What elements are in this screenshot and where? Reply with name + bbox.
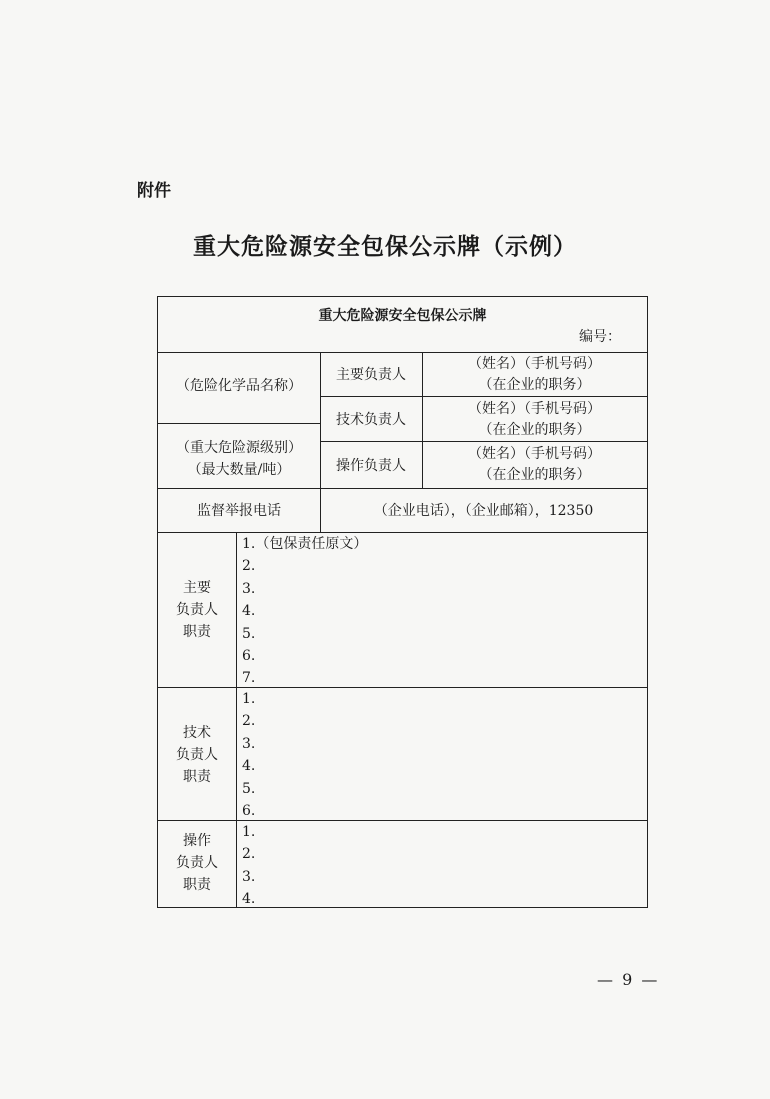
list-item: 5. xyxy=(242,625,256,642)
list-item: 4. xyxy=(242,758,256,775)
list-item: 5. xyxy=(242,780,256,797)
attachment-label: 附件 xyxy=(137,181,171,201)
duty-list-technical xyxy=(242,688,255,822)
person-position: （在企业的职务） xyxy=(478,422,591,438)
duty-role-main: 主要 负责人 职责 xyxy=(176,580,218,640)
list-item: 4. xyxy=(242,891,256,908)
form-title: 重大危险源安全包保公示牌 xyxy=(318,308,487,324)
list-item: 3. xyxy=(242,580,256,597)
left-cell-divider xyxy=(158,423,320,424)
duty-list-main xyxy=(242,533,367,690)
page-number: — 9 — xyxy=(597,970,660,989)
max-quantity: （最大数量/吨） xyxy=(187,462,291,478)
duty-role-operation: 操作 负责人 职责 xyxy=(176,833,218,893)
disclosure-board-form xyxy=(157,296,648,908)
list-item: 4. xyxy=(242,603,256,620)
list-item: 1. xyxy=(242,691,256,707)
hotline-divider xyxy=(158,532,647,533)
duty-list-operation xyxy=(242,821,255,911)
duty-divider-2 xyxy=(158,820,647,821)
duty-role-technical: 技术 负责人 职责 xyxy=(176,725,218,785)
hotline-value: （企业电话），（企业邮箱），12350 xyxy=(373,503,594,519)
person-contact: （姓名）（手机号码） xyxy=(468,446,601,462)
person-contact: （姓名）（手机号码） xyxy=(468,356,601,372)
row-divider-2 xyxy=(320,441,647,442)
number-label: 编号： xyxy=(579,329,621,345)
list-item: 2. xyxy=(242,713,256,730)
list-item: 7. xyxy=(242,670,256,687)
hazard-level: （重大危险源级别） xyxy=(176,440,302,456)
list-item: 6. xyxy=(242,802,256,819)
list-item: 6. xyxy=(242,647,256,664)
hotline-label: 监督举报电话 xyxy=(197,503,281,519)
list-item: 2. xyxy=(242,558,256,575)
duty-col-divider xyxy=(236,532,237,907)
row-divider-1 xyxy=(320,396,647,397)
person-position: （在企业的职务） xyxy=(478,377,591,393)
person-contact: （姓名）（手机号码） xyxy=(468,401,601,417)
document-title: 重大危险源安全包保公示牌（示例） xyxy=(193,233,577,260)
list-item: 1. xyxy=(242,824,256,840)
person-role: 主要负责人 xyxy=(336,367,406,383)
chemical-name: （危险化学品名称） xyxy=(176,378,302,394)
list-item: 2. xyxy=(242,846,256,863)
person-role: 操作负责人 xyxy=(336,458,406,474)
list-item: 3. xyxy=(242,735,256,752)
person-role: 技术负责人 xyxy=(336,412,406,428)
duty-divider-1 xyxy=(158,687,647,688)
person-position: （在企业的职务） xyxy=(478,467,591,483)
persons-divider xyxy=(158,488,647,489)
list-item: 3. xyxy=(242,868,256,885)
list-item: 1.（包保责任原文） xyxy=(242,536,368,552)
